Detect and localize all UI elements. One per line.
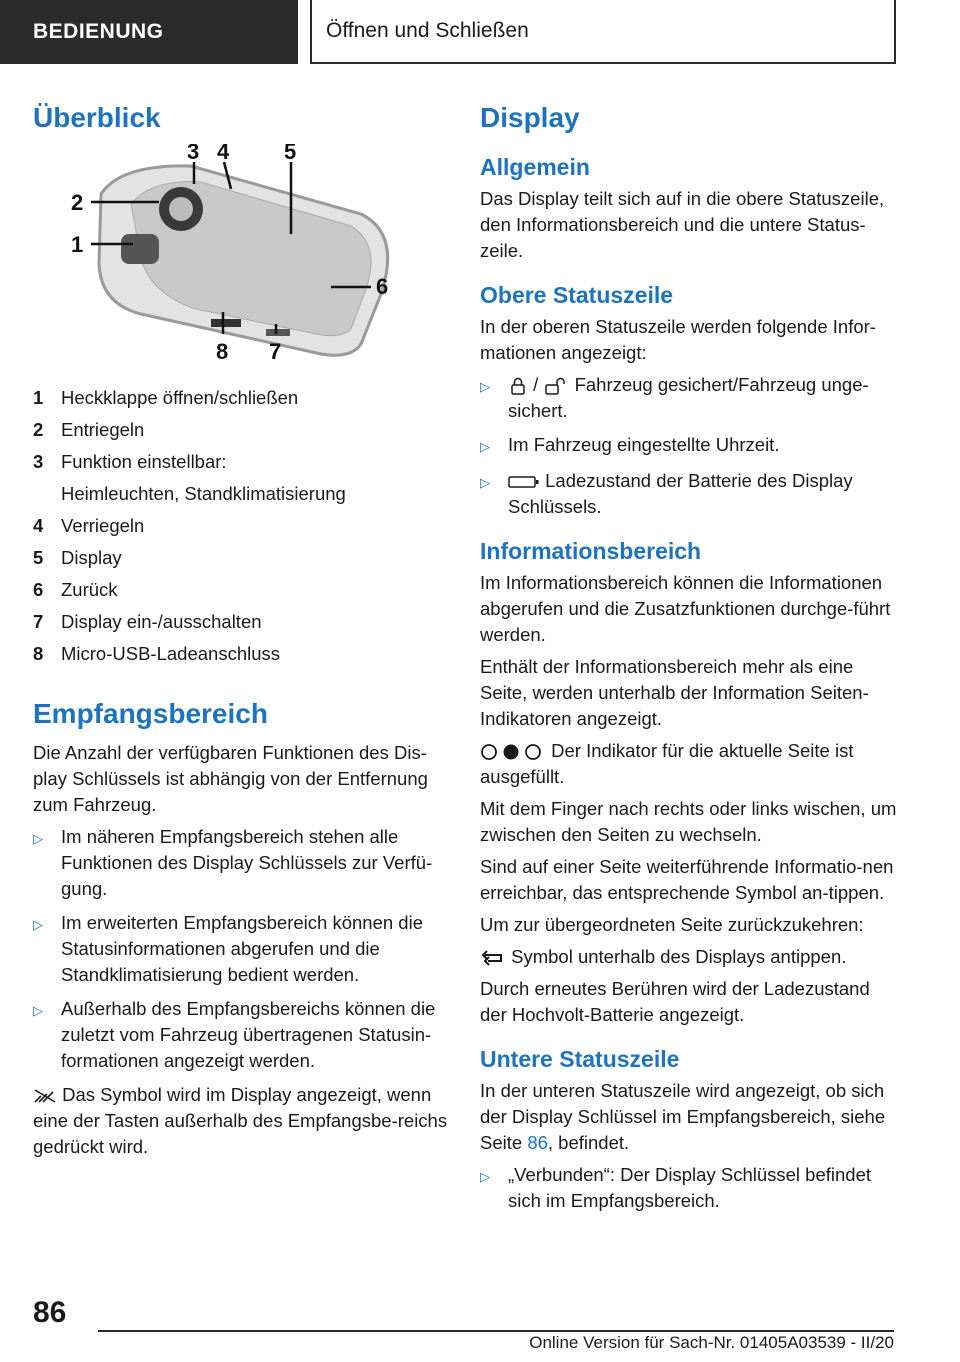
range-note: Das Symbol wird im Display angezeigt, wenn eine der Tasten außerhalb des Empfangsbe-reichs gedrückt wird.: [33, 1084, 448, 1157]
info-area-heading: Informationsbereich: [480, 538, 702, 564]
upper-status-text: In der oberen Statuszeile werden folgende Infor-mationen angezeigt:: [480, 316, 876, 363]
list-item: ▷ Im näheren Empfangsbereich stehen alle Funktionen des Display Schlüssels zur Verfü-gung.: [33, 824, 448, 902]
section-tab: [0, 0, 298, 64]
upper-status-bullets: [480, 372, 900, 520]
info-text-3: Der Indikator für die aktuelle Seite ist ausgefüllt.: [480, 740, 854, 787]
triangle-bullet-icon: ▷: [33, 831, 43, 846]
list-item: ▷ / Fahrzeug gesichert/Fahrzeug unge-sichert.: [480, 372, 900, 424]
legend-item: 5 Display: [33, 547, 122, 568]
legend-item: 6 Zurück: [33, 579, 118, 600]
footer-text: Online Version für Sach-Nr. 01405A03539 - II/20: [529, 1333, 894, 1352]
triangle-bullet-icon: ▷: [480, 439, 490, 454]
left-column: [33, 100, 448, 1166]
callout-5: 5: [284, 144, 297, 164]
triangle-bullet-icon: ▷: [480, 379, 490, 394]
triangle-bullet-icon: ▷: [33, 917, 43, 932]
list-item: ▷ Ladezustand der Batterie des Display Schlüssels.: [480, 468, 900, 520]
footer-divider: [98, 1330, 894, 1332]
info-text-8: Durch erneutes Berühren wird der Ladezustand der Hochvolt-Batterie angezeigt.: [480, 978, 870, 1025]
callout-2: 2: [71, 190, 84, 215]
upper-status-heading: Obere Statuszeile: [480, 282, 674, 308]
list-item: ▷ Im Fahrzeug eingestellte Uhrzeit.: [480, 432, 900, 460]
general-heading: Allgemein: [480, 154, 590, 180]
out-of-range-icon: [33, 1088, 57, 1104]
page-number: 86: [33, 1296, 67, 1329]
chapter-tab: [310, 0, 896, 64]
page-indicator-icon: [480, 743, 546, 761]
legend-item: Heimleuchten, Standklimatisierung: [61, 483, 346, 504]
info-text-7: Symbol unterhalb des Displays antippen.: [480, 944, 900, 970]
lower-status-heading: Untere Statuszeile: [480, 1046, 680, 1072]
chapter-title: Öffnen und Schließen: [326, 19, 529, 42]
overview-heading: Überblick: [33, 102, 161, 133]
triangle-bullet-icon: ▷: [480, 1169, 490, 1184]
triangle-bullet-icon: ▷: [480, 475, 490, 490]
list-item: ▷ Außerhalb des Empfangsbereichs können die zuletzt vom Fahrzeug übertragenen Statusin-formationen angezeigt werden.: [33, 996, 448, 1074]
info-text-6: Um zur übergeordneten Seite zurückzukehren:: [480, 914, 864, 935]
callout-1: 1: [71, 232, 84, 257]
info-text-4: Mit dem Finger nach rechts oder links wischen, um zwischen den Seiten zu wechseln.: [480, 798, 897, 845]
legend-item: 2 Entriegeln: [33, 419, 145, 440]
section-title: BEDIENUNG: [33, 20, 164, 43]
back-arrow-icon: [480, 950, 506, 966]
legend-item: 7 Display ein-/ausschalten: [33, 611, 262, 632]
info-text-2: Enthält der Informationsbereich mehr als eine Seite, werden unterhalb der Information Seiten-Indikatoren angezeigt.: [480, 656, 869, 729]
battery-icon: [508, 474, 540, 490]
legend-item: 1 Heckklappe öffnen/schließen: [33, 387, 299, 408]
range-heading: Empfangsbereich: [33, 698, 268, 729]
range-bullets: [33, 824, 448, 1074]
callout-6: 6: [376, 274, 389, 299]
range-intro: Die Anzahl der verfügbaren Funktionen des Dis-play Schlüssels ist abhängig von der Entfernung zum Fahrzeug.: [33, 742, 428, 815]
lower-status-text: In der unteren Statuszeile wird angezeigt, ob sich der Display Schlüssel im Empfangsbereich, siehe Seite 86, befindet.: [480, 1080, 886, 1153]
legend-item: 8 Micro-USB-Ladeanschluss: [33, 643, 281, 664]
page-reference-link[interactable]: 86: [527, 1132, 548, 1153]
lower-status-bullets: [480, 1162, 900, 1214]
right-column: [480, 100, 900, 1222]
list-item: ▷ Im erweiterten Empfangsbereich können die Statusinformationen abgerufen und die Standklimatisierung bedient werden.: [33, 910, 448, 988]
display-key-illustration: [61, 144, 401, 374]
list-item: ▷ „Verbunden“: Der Display Schlüssel befindet sich im Empfangsbereich.: [480, 1162, 900, 1214]
display-heading: Display: [480, 102, 580, 133]
info-text-5: Sind auf einer Seite weiterführende Informatio-nen erreichbar, das entsprechende Symbol an-tippen.: [480, 856, 894, 903]
triangle-bullet-icon: ▷: [33, 1003, 43, 1018]
callout-4: 4: [217, 144, 230, 164]
figure-legend: [33, 382, 448, 670]
legend-item: 4 Verriegeln: [33, 515, 145, 536]
callout-7: 7: [269, 339, 282, 364]
legend-item: 3 Funktion einstellbar:: [33, 451, 227, 472]
general-text: Das Display teilt sich auf in die obere Statuszeile, den Informationsbereich und die untere Status-zeile.: [480, 188, 885, 261]
lock-closed-icon: [508, 376, 528, 396]
info-text-1: Im Informationsbereich können die Informationen abgerufen und die Zusatzfunktionen durchge-führt werden.: [480, 572, 891, 645]
lock-open-icon: [543, 376, 569, 396]
callout-8: 8: [216, 339, 229, 364]
callout-3: 3: [187, 144, 200, 164]
